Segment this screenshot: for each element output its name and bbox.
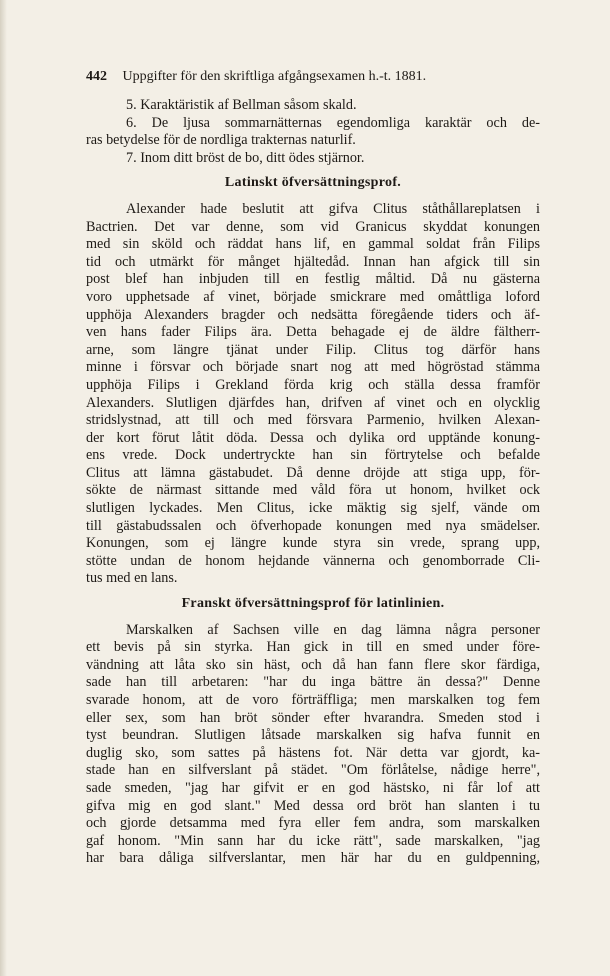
text-line: svarade honom, att de voro förträffliga; men marskalken tog fem [86, 692, 540, 708]
essay-topic-list [86, 97, 540, 167]
text-line: och gjorde detsamma med fyra eller fem andra, som marskalken [86, 815, 540, 832]
text-line: minne i försvar och började snart nog att med högröstad stämma [86, 359, 540, 376]
text-line: vändning att låta sko sin häst, och då han fann flere skor färdiga, [86, 656, 540, 673]
topic-line: 6. De ljusa sommarnätternas egendomliga karaktär och de- [126, 114, 540, 131]
text-line: sökte de närmast sittande med våld föra ut honom, hvilket ock [86, 482, 540, 499]
text-line: upphöja Filips i Grekland förda krig och ställa dessa framför [86, 376, 540, 393]
text-line: gaf honom. "Min sann har du icke rätt", sade marskalken, "jag [86, 832, 540, 849]
text-line: ven hans fader Filips ära. Detta behagade ej de äldre fältherr- [86, 324, 540, 341]
text-line: upphöja Alexanders bragder och nedsätta föregående tiders och äf- [86, 306, 540, 323]
text-line: Marskalken af Sachsen ville en dag lämna några personer [126, 621, 540, 638]
topic-line: 7. Inom ditt bröst de bo, ditt ödes stjärnor. [126, 149, 365, 166]
text-line: stade han en silfverslant på städet. "Om förlåtelse, nådige herre", [86, 762, 540, 779]
text-line: Clitus att lämna gästabudet. Då denne dröjde att stiga upp, för- [86, 464, 540, 481]
text-line: ens vrede. Dock undertryckte han sin förtrytelse och befalde [86, 447, 540, 464]
page-number: 442 [86, 69, 107, 84]
text-line: slutligen lyckades. Men Clitus, icke mäktig sig sjelf, vände om [86, 500, 540, 517]
page-header [86, 68, 556, 86]
text-line: duglig sko, som sattes på hästens fot. När detta var gjordt, ka- [86, 744, 540, 761]
text-line: stötte undan de honom hejdande vännerna och genomborrade Cli- [86, 552, 540, 569]
section-heading-latin: Latinskt öfversättningsprof. [224, 175, 402, 191]
text-line: stridslystnad, att till och med försvara Parmenio, hvilken Alexan- [86, 412, 540, 429]
text-line: post blef han inbjuden till en festlig måltid. Då nu gästerna [86, 271, 540, 288]
text-line: Alexander hade beslutit att gifva Clitus ståthållareplatsen i [126, 200, 540, 217]
text-line: till gästabudssalen och öfverhopade konungen med nya smädelser. [86, 517, 540, 534]
text-line: tid och utmärkt för månget hjältedåd. Innan han afgick till sin [86, 253, 540, 270]
topic-line: ras betydelse för de nordliga trakternas naturlif. [86, 132, 356, 149]
french-translation-passage [86, 622, 540, 868]
text-line: Alexanders. Slutligen djärfdes han, drifven af vinet och en olycklig [86, 394, 540, 411]
text-line: tus med en lans. [86, 570, 178, 587]
section-heading-french: Franskt öfversättningsprof för latinlinien. [181, 596, 445, 612]
text-line: sade han till arbetaren: "har du inga bättre än dessa?" Denne [86, 674, 540, 691]
text-line: tyst beundran. Slutligen låtsade marskalken sig hafva funnit en [86, 727, 540, 744]
text-line: Konungen, som ej längre kunde styra sin vrede, sprang upp, [86, 535, 540, 552]
running-title: Uppgifter för den skriftliga afgångsexamen h.-t. 1881. [122, 69, 427, 84]
text-line: med sin sköld och räddat hans lif, en gammal soldat från Filips [86, 236, 540, 253]
text-line: gifva mig en god slant." Med dessa ord bröt han slanten i tu [86, 797, 540, 814]
text-line: arne, som längre tjänat under Filip. Clitus tog därför hans [86, 341, 540, 358]
text-line: har bara dåliga silfverslantar, men här har du en guldpenning, [86, 850, 540, 867]
text-column [86, 97, 540, 868]
text-line: Bactrien. Det var denne, som vid Granicus skyddat konungen [86, 218, 540, 235]
text-line: eller sex, som han bröt sönder efter hvarandra. Smeden stod i [86, 709, 540, 726]
text-line: sade smeden, "jag har gifvit er en god hästsko, ni får lof att [86, 779, 540, 796]
text-line: ett bevis på sin styrka. Han gick in till en smed under före- [86, 639, 540, 656]
text-line: der kort förut låtit döda. Dessa och dylika ord upptände konung- [86, 429, 540, 446]
text-line: voro upphetsade af vinet, började smickrare med omåttliga loford [86, 288, 540, 305]
topic-line: 5. Karaktäristik af Bellman såsom skald. [126, 97, 357, 113]
latin-translation-passage [86, 201, 540, 588]
